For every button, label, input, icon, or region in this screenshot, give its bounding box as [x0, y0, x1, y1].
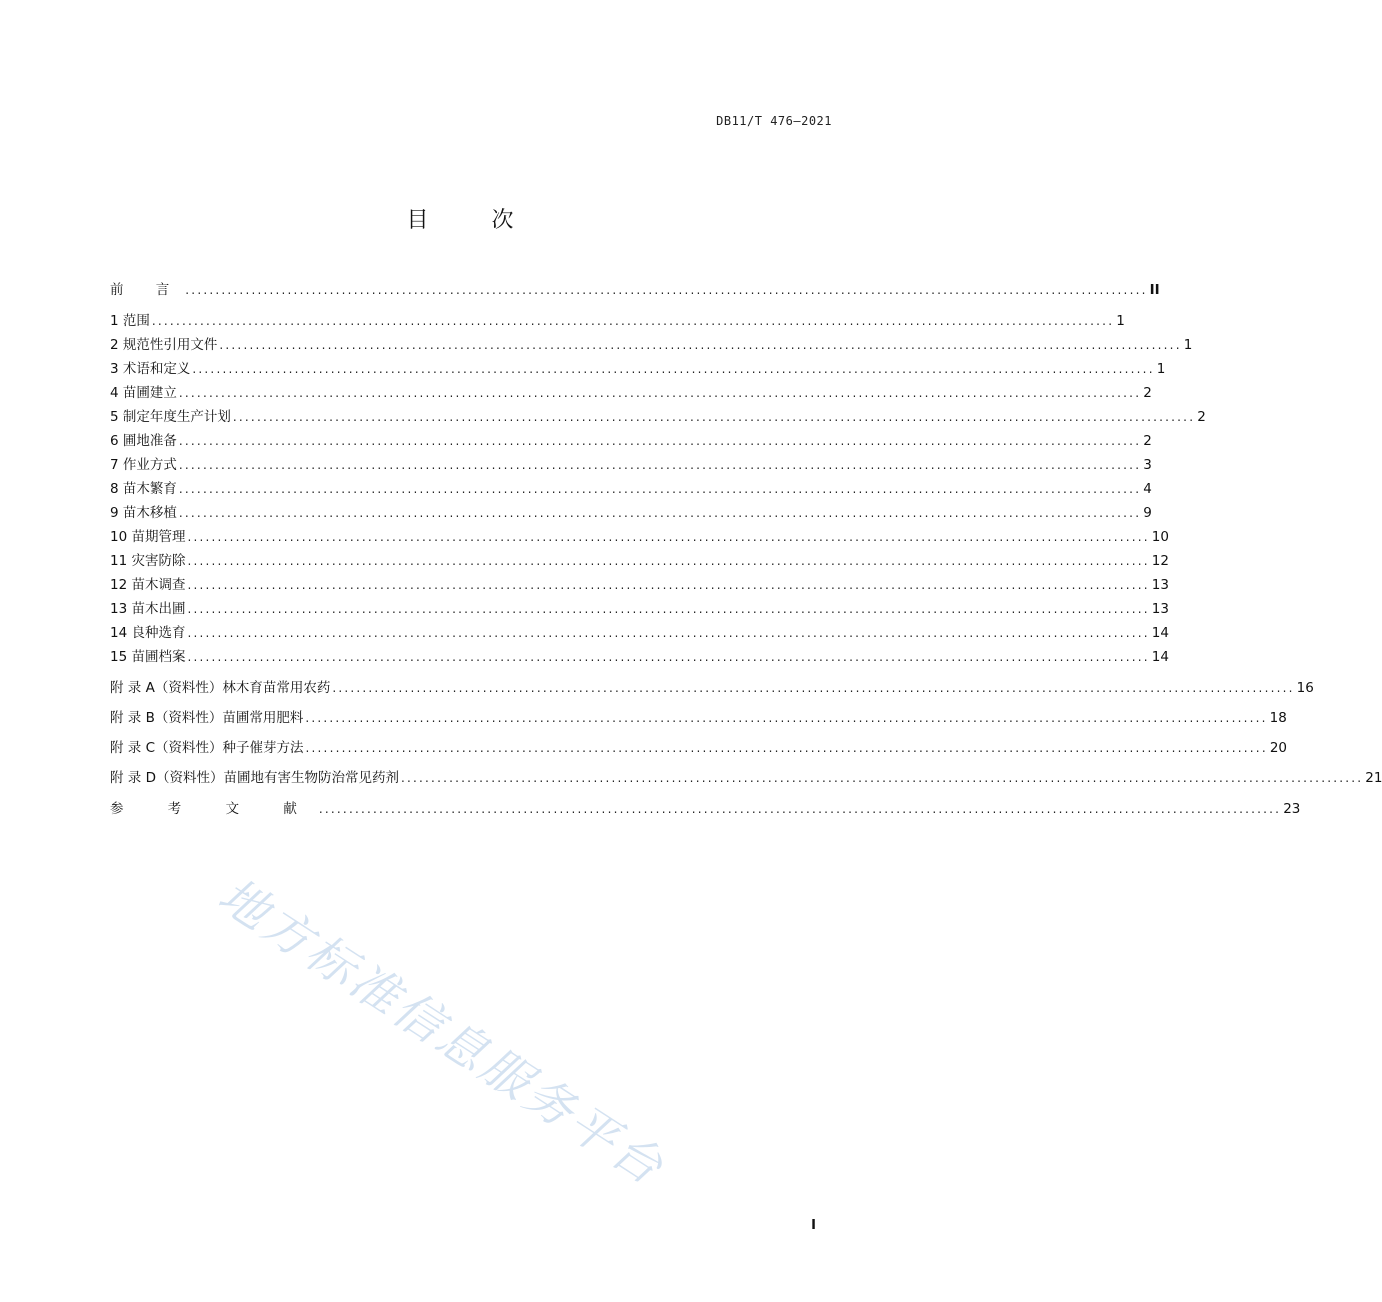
toc-entry[interactable]: [110, 599, 1169, 619]
toc-dot-leader: ................................................................................................................................................................: [187, 602, 1150, 616]
toc-entry[interactable]: [110, 527, 1169, 547]
toc-entry-page: 13: [1151, 601, 1169, 617]
toc-dot-leader: ................................................................................................................................................................: [332, 681, 1295, 695]
toc-entry-page: 21: [1365, 770, 1382, 786]
toc-dot-leader: ................................................................................................................................................................: [187, 578, 1150, 592]
toc-entry-label: 14 良种选育: [110, 625, 186, 641]
toc-dot-leader: ................................................................................................................................................................: [318, 802, 1282, 816]
toc-entry-page: 2: [1197, 409, 1206, 425]
toc-dot-leader: ................................................................................................................................................................: [192, 362, 1155, 376]
toc-entry[interactable]: [110, 431, 1152, 451]
toc-entry-label: 附 录 A（资料性）林木育苗常用农药: [110, 680, 331, 696]
toc-dot-leader: ................................................................................................................................................................: [219, 338, 1182, 352]
toc-entry[interactable]: [110, 575, 1169, 595]
toc-entry[interactable]: [110, 623, 1169, 643]
toc-entry-label: 附 录 B（资料性）苗圃常用肥料: [110, 710, 304, 726]
toc-entry[interactable]: [110, 455, 1152, 475]
page-title: 目 次: [406, 208, 542, 233]
toc-entry-page: 1: [1156, 361, 1166, 377]
toc-entry[interactable]: [110, 311, 1125, 331]
toc-dot-leader: ................................................................................................................................................................: [187, 554, 1150, 568]
toc-dot-leader: ................................................................................................................................................................: [151, 314, 1115, 328]
toc-entry-page: 4: [1143, 481, 1152, 497]
toc-entry-page: 14: [1151, 649, 1169, 665]
toc-entry-page: 23: [1283, 801, 1301, 817]
toc-entry[interactable]: [110, 359, 1166, 379]
toc-entry-page: 20: [1269, 740, 1288, 756]
toc-entry-label: 1 范围: [110, 313, 150, 329]
toc-entry-page: 3: [1143, 457, 1152, 473]
toc-entry-page: 12: [1151, 553, 1169, 569]
toc-entry-label: 2 规范性引用文件: [110, 337, 218, 353]
toc-entry-page: 18: [1269, 710, 1287, 726]
toc-entry[interactable]: [110, 383, 1152, 403]
toc-dot-leader: ................................................................................................................................................................: [187, 626, 1150, 640]
toc-entry-page: 2: [1143, 385, 1152, 401]
toc-entry[interactable]: [110, 647, 1169, 667]
toc-entry[interactable]: [110, 738, 1288, 758]
toc-entry-label: 3 术语和定义: [110, 361, 191, 377]
toc-dot-leader: ................................................................................................................................................................: [187, 650, 1150, 664]
toc-entry[interactable]: [110, 678, 1314, 698]
toc-entry-label: 15 苗圃档案: [110, 649, 186, 665]
toc-entry-page: 10: [1151, 529, 1169, 545]
toc-dot-leader: ................................................................................................................................................................: [178, 434, 1142, 448]
toc-entry-label: 11 灾害防除: [110, 553, 186, 569]
watermark: 地方标准信息服务平台: [208, 867, 676, 1198]
toc-entry-label: 7 作业方式: [110, 457, 177, 473]
toc-entry[interactable]: [110, 708, 1287, 728]
toc-entry[interactable]: [110, 799, 1301, 819]
toc-dot-leader: ................................................................................................................................................................: [305, 711, 1268, 725]
toc-entry-page: 16: [1296, 680, 1314, 696]
toc-entry-page: II: [1149, 282, 1160, 298]
toc-dot-leader: ................................................................................................................................................................: [305, 741, 1268, 755]
toc-entry-label: 10 苗期管理: [110, 529, 186, 545]
toc-entry-label: 附 录 C（资料性）种子催芽方法: [110, 740, 304, 756]
toc-entry[interactable]: [110, 335, 1193, 355]
toc-dot-leader: ................................................................................................................................................................: [185, 283, 1148, 297]
toc-entry[interactable]: [110, 407, 1206, 427]
toc-entry[interactable]: [110, 503, 1152, 523]
toc-entry-label: 参 考 文 献: [110, 801, 317, 817]
toc-dot-leader: ................................................................................................................................................................: [187, 530, 1150, 544]
toc-entry-label: 前 言: [110, 282, 184, 298]
toc-entry-label: 6 圃地准备: [110, 433, 177, 449]
toc-dot-leader: ................................................................................................................................................................: [400, 771, 1364, 785]
toc-dot-leader: ................................................................................................................................................................: [178, 482, 1142, 496]
toc-dot-leader: ................................................................................................................................................................: [178, 458, 1142, 472]
toc-entry-page: 14: [1151, 625, 1169, 641]
toc-entry[interactable]: [110, 768, 1382, 788]
toc-entry[interactable]: [110, 479, 1152, 499]
toc-entry-label: 4 苗圃建立: [110, 385, 177, 401]
toc-entry-page: 13: [1151, 577, 1169, 593]
toc-entry[interactable]: [110, 280, 1160, 300]
toc-entry-page: 1: [1183, 337, 1193, 353]
toc-entry-page: 2: [1143, 433, 1152, 449]
toc-entry-label: 13 苗木出圃: [110, 601, 186, 617]
toc-dot-leader: ................................................................................................................................................................: [178, 386, 1142, 400]
toc-entry-label: 9 苗木移植: [110, 505, 177, 521]
page-number: I: [811, 1218, 816, 1233]
toc-entry-label: 附 录 D（资料性）苗圃地有害生物防治常见药剂: [110, 770, 399, 786]
toc-entry-label: 5 制定年度生产计划: [110, 409, 231, 425]
toc-entry[interactable]: [110, 551, 1169, 571]
standard-code: DB11/T 476—2021: [716, 114, 832, 128]
toc-entry-label: 8 苗木繁育: [110, 481, 177, 497]
toc-dot-leader: ................................................................................................................................................................: [232, 410, 1196, 424]
toc-dot-leader: ................................................................................................................................................................: [178, 506, 1142, 520]
toc-entry-page: 9: [1143, 505, 1152, 521]
table-of-contents: [110, 0, 1382, 1302]
toc-entry-label: 12 苗木调查: [110, 577, 186, 593]
toc-entry-page: 1: [1116, 313, 1125, 329]
